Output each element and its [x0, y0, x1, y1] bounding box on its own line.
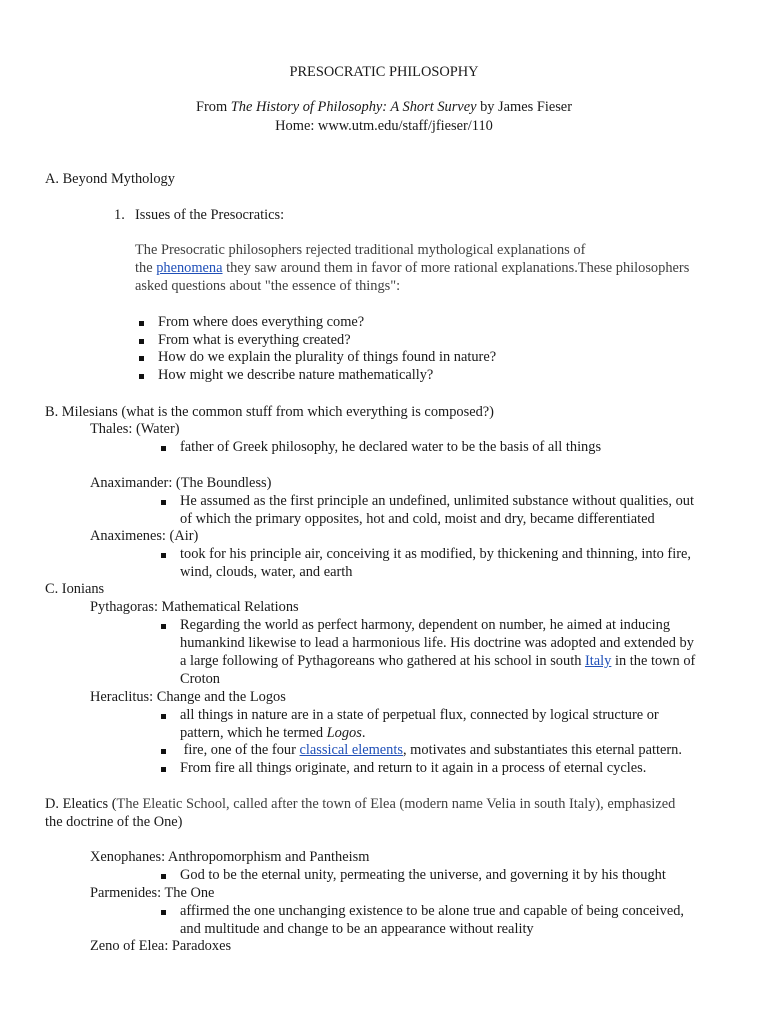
- anaximenes-heading: Anaximenes: (Air): [90, 528, 199, 544]
- question-item: How do we explain the plurality of things found in nature?: [158, 349, 497, 365]
- section-a-heading: A. Beyond Mythology: [45, 171, 175, 187]
- zeno-heading: Zeno of Elea: Paradoxes: [90, 938, 232, 954]
- bullet-icon: [161, 767, 166, 772]
- section-d-heading-line: the doctrine of the One): [45, 814, 183, 830]
- thales-heading: Thales: (Water): [90, 421, 180, 437]
- thales-bullet: father of Greek philosophy, he declared water to be the basis of all things: [180, 439, 602, 455]
- heraclitus-heading: Heraclitus: Change and the Logos: [90, 689, 286, 705]
- text-fragment: D. Eleatics (: [45, 796, 117, 812]
- heraclitus-bullet-line: [180, 742, 682, 760]
- text-fragment: pattern, which he termed: [180, 725, 327, 741]
- pythagoras-bullet-line: Regarding the world as perfect harmony, dependent on number, he aimed at inducing: [180, 617, 671, 633]
- list-number: 1.: [114, 207, 125, 223]
- parmenides-bullet-line: and multitude and change to be an appearance without reality: [180, 921, 534, 937]
- intro-paragraph-line: [135, 260, 689, 278]
- question-item: From what is everything created?: [158, 332, 351, 348]
- heraclitus-bullet-line: From fire all things originate, and return to it again in a process of eternal cycles.: [180, 760, 647, 776]
- text-fragment: in the town of: [611, 653, 696, 669]
- source-line: [0, 99, 768, 117]
- question-item: How might we describe nature mathematically?: [158, 367, 434, 383]
- italy-link[interactable]: Italy: [585, 653, 612, 669]
- bullet-icon: [139, 356, 144, 361]
- section-b-heading: B. Milesians (what is the common stuff from which everything is composed?): [45, 404, 494, 420]
- heraclitus-bullet-line: all things in nature are in a state of perpetual flux, connected by logical structure or: [180, 707, 659, 723]
- question-item: From where does everything come?: [158, 314, 365, 330]
- pythagoras-bullet-line: Croton: [180, 671, 220, 687]
- anaximander-bullet-line: He assumed as the first principle an undefined, unlimited substance without qualities, out: [180, 493, 694, 509]
- source-book-title: The History of Philosophy: A Short Survey: [230, 99, 477, 115]
- xenophanes-bullet: God to be the eternal unity, permeating the universe, and governing it by his thought: [180, 867, 666, 883]
- text-fragment: a large following of Pythagoreans who gathered at his school in south: [180, 653, 585, 669]
- bullet-icon: [161, 749, 166, 754]
- text-fragment: The Eleatic School, called after the town of Elea (modern name Velia in south Italy), emphasized: [116, 796, 676, 812]
- text-fragment: they saw around them in favor of more rational explanations.These philosophers: [222, 260, 690, 276]
- text-fragment: .: [361, 725, 366, 741]
- bullet-icon: [161, 553, 166, 558]
- pythagoras-heading: Pythagoras: Mathematical Relations: [90, 599, 299, 615]
- xenophanes-heading: Xenophanes: Anthropomorphism and Pantheism: [90, 849, 370, 865]
- classical-elements-link[interactable]: classical elements: [299, 742, 403, 758]
- text-fragment: , motivates and substantiates this eternal pattern.: [402, 742, 682, 758]
- bullet-icon: [161, 446, 166, 451]
- text-fragment: fire, one of the four: [180, 742, 300, 758]
- document-title: PRESOCRATIC PHILOSOPHY: [289, 64, 479, 80]
- bullet-icon: [161, 874, 166, 879]
- source-author: by James Fieser: [476, 99, 572, 115]
- anaximenes-bullet-line: wind, clouds, water, and earth: [180, 564, 353, 580]
- source-prefix: From: [195, 99, 231, 115]
- issues-heading: Issues of the Presocratics:: [135, 207, 285, 223]
- anaximander-heading: Anaximander: (The Boundless): [90, 475, 272, 491]
- anaximander-bullet-line: of which the primary opposites, hot and cold, moist and dry, became differentiated: [180, 511, 655, 527]
- bullet-icon: [139, 374, 144, 379]
- bullet-icon: [139, 321, 144, 326]
- section-d-heading: [45, 796, 675, 814]
- logos-term: Logos: [326, 725, 362, 741]
- parmenides-bullet-line: affirmed the one unchanging existence to be alone true and capable of being conceived,: [180, 903, 684, 919]
- home-url: Home: www.utm.edu/staff/jfieser/110: [275, 118, 493, 134]
- heraclitus-bullet-line: [180, 725, 365, 743]
- anaximenes-bullet-line: took for his principle air, conceiving it as modified, by thickening and thinning, into fire,: [180, 546, 691, 562]
- bullet-icon: [161, 714, 166, 719]
- parmenides-heading: Parmenides: The One: [90, 885, 215, 901]
- pythagoras-bullet-line: [180, 653, 695, 671]
- intro-paragraph-line: asked questions about "the essence of things":: [135, 278, 401, 294]
- bullet-icon: [161, 624, 166, 629]
- phenomena-link[interactable]: phenomena: [156, 260, 223, 276]
- section-c-heading: C. Ionians: [45, 581, 105, 597]
- bullet-icon: [161, 500, 166, 505]
- intro-paragraph-line: The Presocratic philosophers rejected traditional mythological explanations of: [135, 242, 586, 258]
- bullet-icon: [139, 339, 144, 344]
- text-fragment: the: [135, 260, 157, 276]
- pythagoras-bullet-line: humankind likewise to lead a harmonious life. His doctrine was adopted and extended by: [180, 635, 694, 651]
- bullet-icon: [161, 910, 166, 915]
